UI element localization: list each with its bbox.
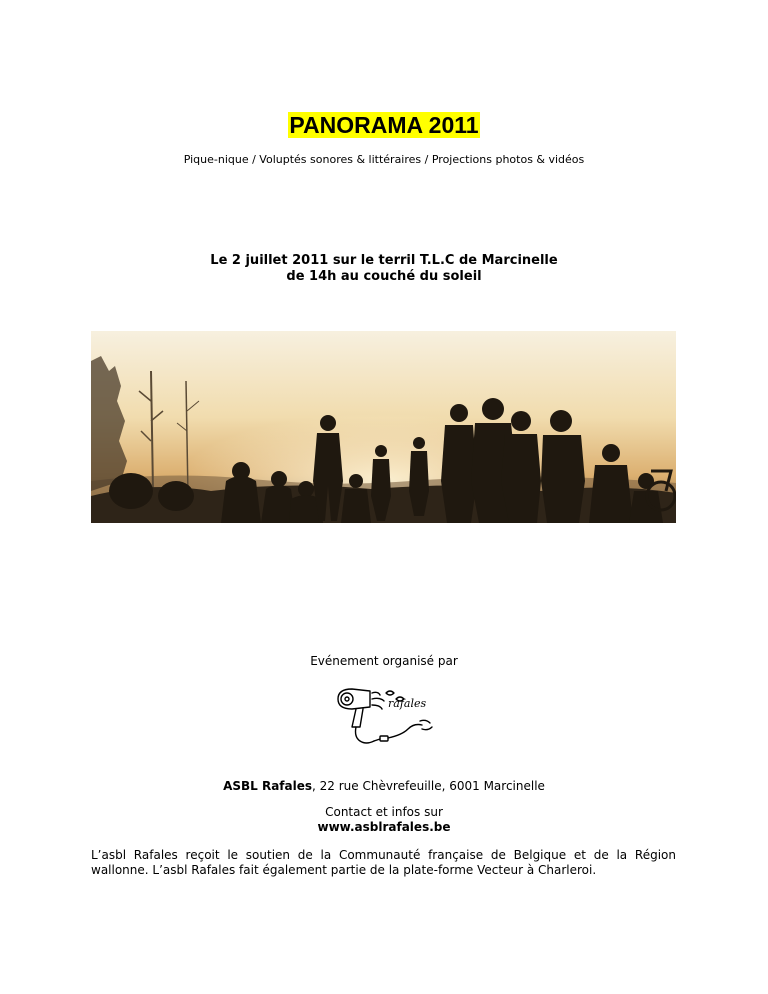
- sunset-gathering-photo: [91, 331, 676, 523]
- contact-block: [0, 805, 768, 835]
- organizer-name: ASBL Rafales: [223, 779, 313, 793]
- organizer-address: [0, 779, 768, 794]
- support-line-2: wallonne. L’asbl Rafales fait également partie de la plate-forme Vecteur à Charleroi.: [91, 863, 597, 877]
- support-notice: [91, 848, 676, 878]
- title-block: [0, 112, 768, 139]
- logo-text: rafales: [388, 697, 427, 710]
- page-title: PANORAMA 2011: [289, 112, 479, 138]
- subtitle: Pique-nique / Voluptés sonores & littéraires / Projections photos & vidéos: [183, 153, 585, 166]
- organized-by-label: Evénement organisé par: [310, 654, 458, 668]
- organizer-street: , 22 rue Chèvrefeuille, 6001 Marcinelle: [312, 779, 545, 793]
- contact-label: Contact et infos sur: [325, 805, 443, 819]
- support-line-1: L’asbl Rafales reçoit le soutien de la Communauté française de Belgique et de la Région: [91, 848, 676, 862]
- event-info: [0, 253, 768, 285]
- event-date: Le 2 juillet 2011 sur le terril T.L.C de Marcinelle: [210, 253, 558, 268]
- event-time: de 14h au couché du soleil: [286, 269, 482, 284]
- rafales-logo: [330, 685, 440, 747]
- website-link[interactable]: www.asblrafales.be: [317, 820, 451, 834]
